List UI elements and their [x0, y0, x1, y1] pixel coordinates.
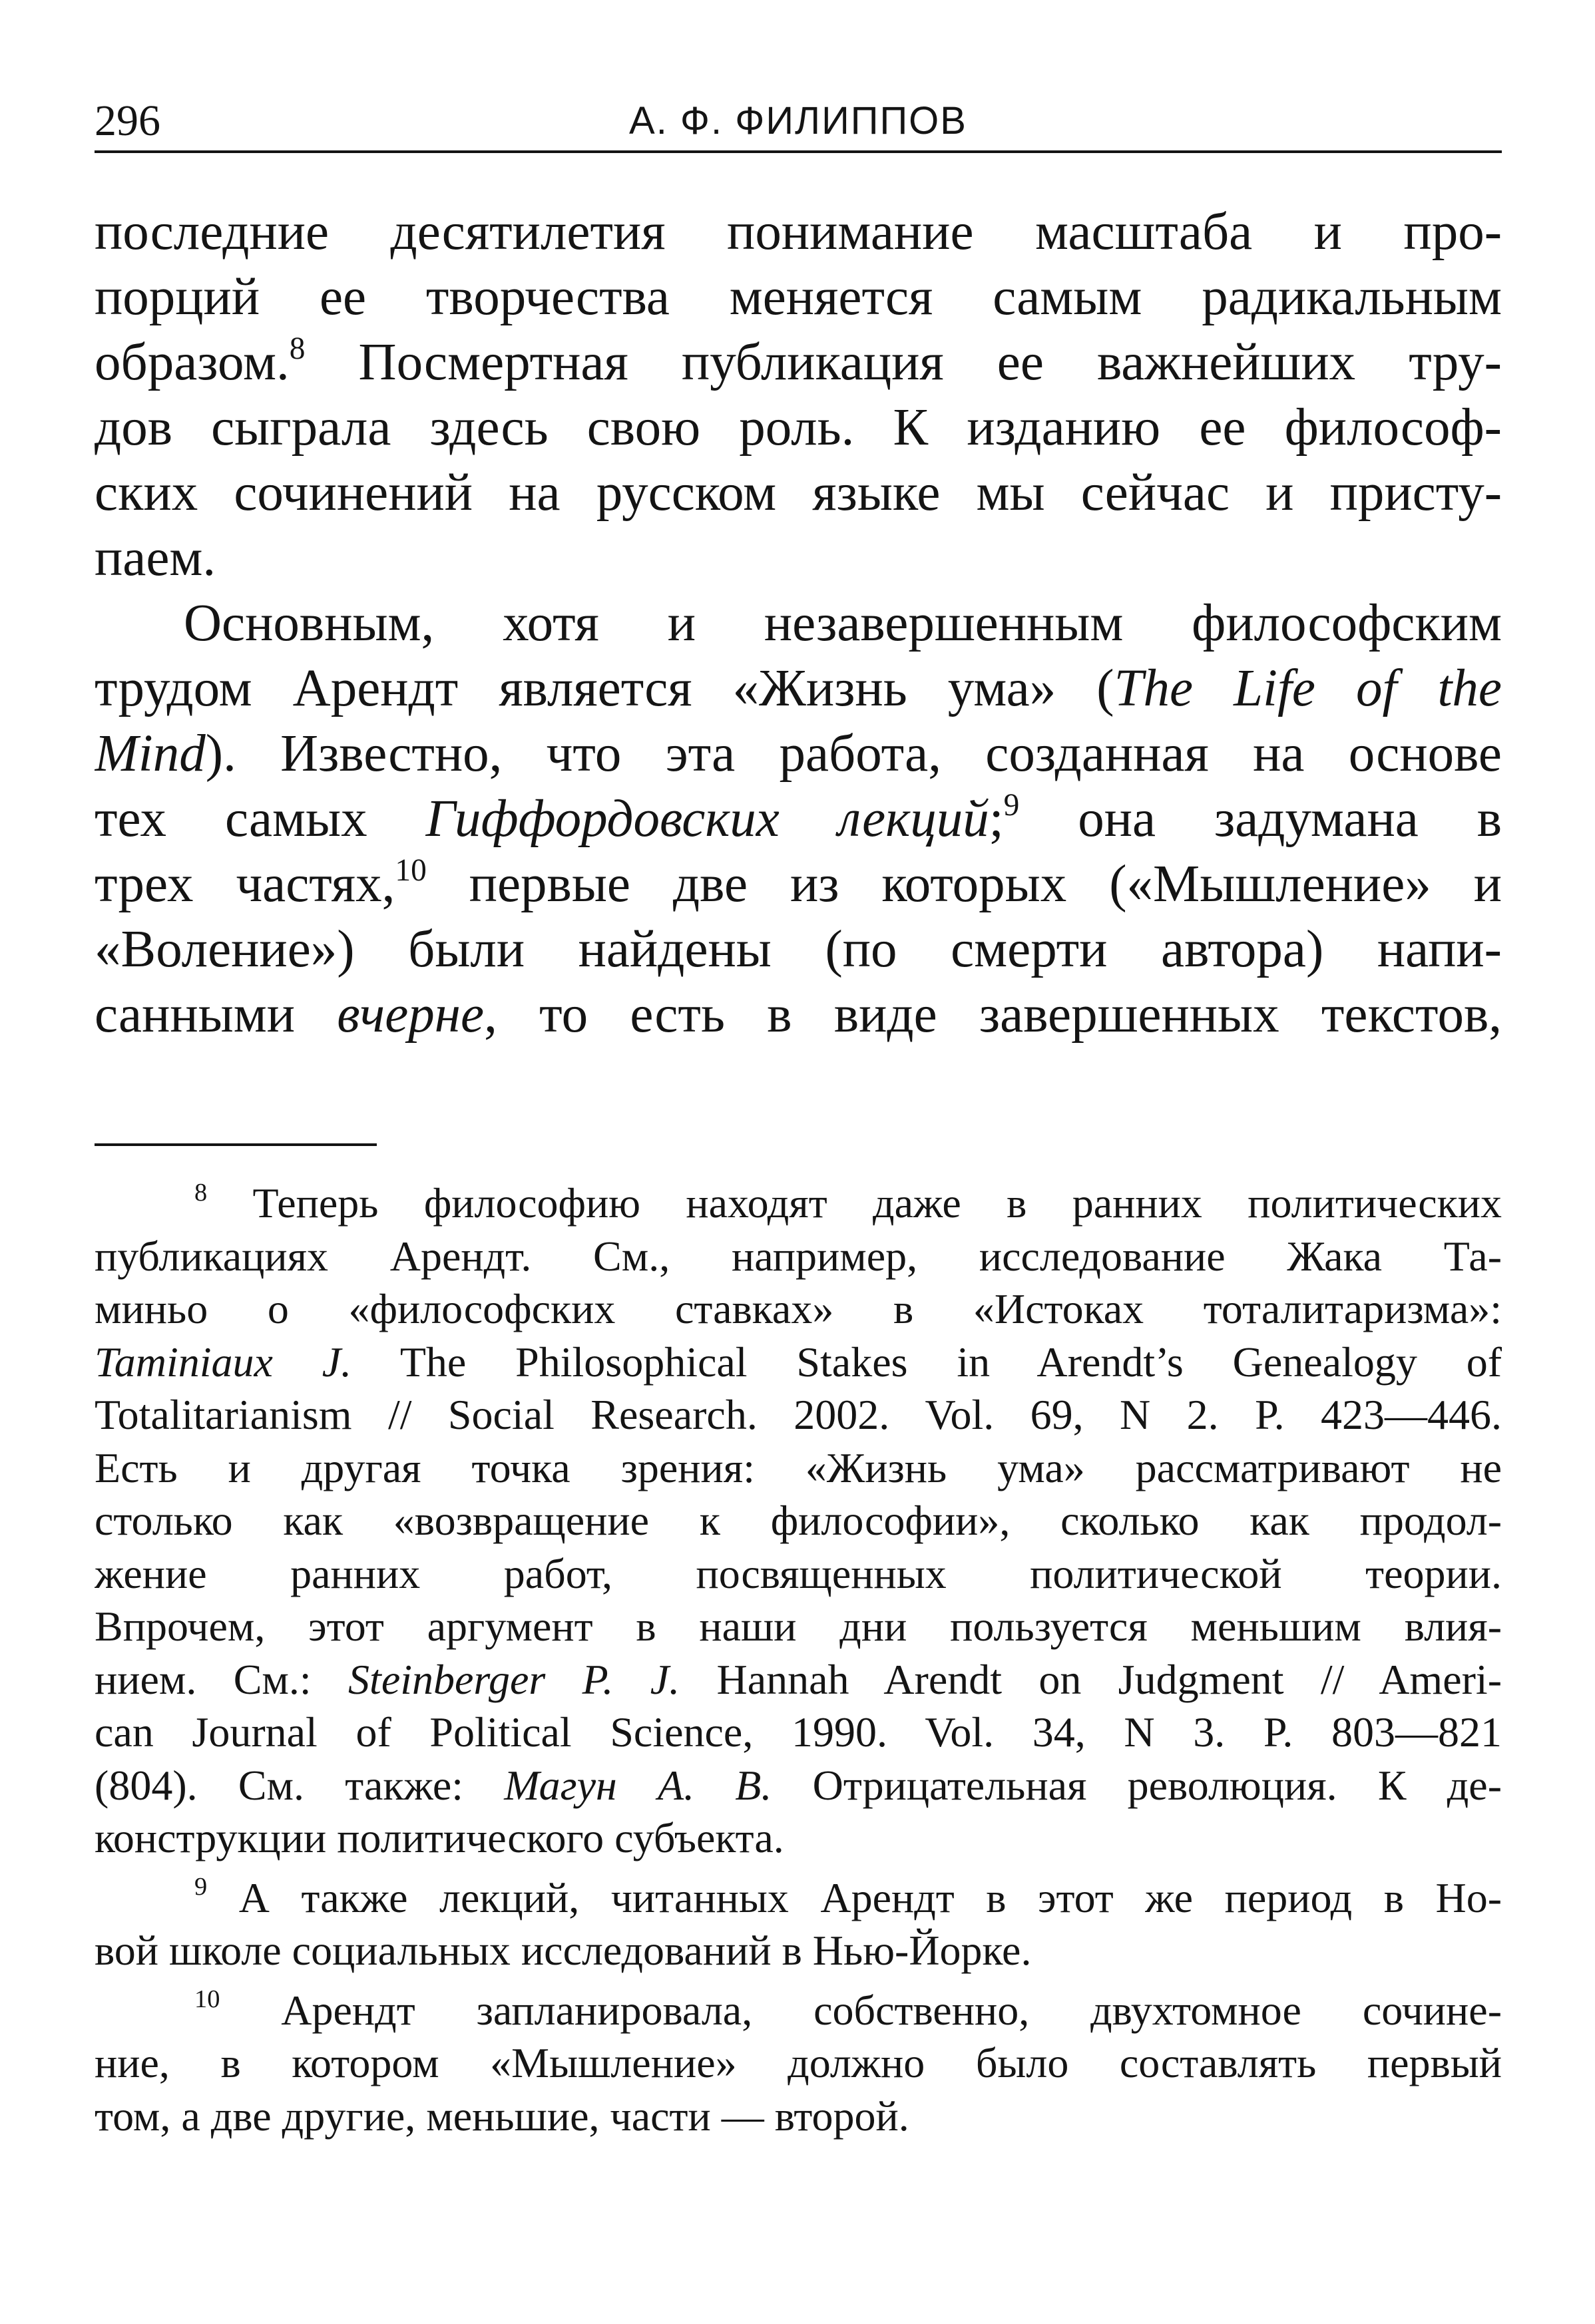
italic-text: Mind [95, 725, 206, 783]
main-text [95, 200, 1502, 1048]
page-number: 296 [95, 97, 160, 145]
text-line: порций ее творчества меняется самым радикальным [95, 268, 1502, 326]
footnote-line: жение ранних работ, посвященных политической теории. [95, 1549, 1502, 1597]
footnote-line: Totalitarianism // Social Research. 2002. Vol. 69, N 2. P. 423—446. [95, 1391, 1502, 1438]
footnote-line: $^{10}$ Арендт запланировала, собственно, двухтомное сочине- [194, 1985, 1502, 2034]
text-line: Основным, хотя и незавершенным философским [184, 594, 1502, 652]
footnote-marker: 9 [1003, 787, 1020, 823]
running-title: А. Ф. ФИЛИППОВ [629, 99, 967, 142]
footnote-line: Taminiaux J. The Philosophical Stakes in Arendt’s Genealogy of [95, 1338, 1502, 1386]
running-head [95, 80, 1502, 153]
footnote-line: публикациях Арендт. См., например, исследование Жака Та- [95, 1232, 1502, 1280]
footnote-line: нием. См.: Steinberger P. J. Hannah Arendt on Judgment // Ameri- [95, 1655, 1502, 1703]
footnote-line: (804). См. также: Магун А. В. Отрицательная революция. К де- [95, 1761, 1502, 1809]
footnote-marker: 8 [194, 1178, 208, 1207]
text-line: ских сочинений на русском языке мы сейчас и присту- [95, 464, 1502, 522]
footnote-marker: 8 [289, 331, 306, 366]
footnote-marker: 10 [194, 1985, 220, 2014]
italic-text: вчерне [337, 986, 485, 1044]
italic-text: The Life of the [1114, 660, 1502, 717]
text-line: дов сыграла здесь свою роль. К изданию ее философ- [95, 399, 1502, 457]
text-line: образом.$^8$ Посмертная публикация ее важнейших тру- [95, 331, 1502, 391]
footnote-marker: 9 [194, 1873, 208, 1901]
text-line: последние десятилетия понимание масштаба и про- [95, 203, 1502, 261]
footnote-line: Впрочем, этот аргумент в наши дни пользуется меньшим влия- [95, 1603, 1502, 1650]
footnotes [95, 1177, 1502, 2142]
text-line: санными вчерне, то есть в виде завершенных текстов, [95, 986, 1502, 1044]
footnote-line: столько как «возвращение к философии», сколько как продол- [95, 1497, 1502, 1544]
footnote-line: миньо о «философских ставках» в «Истоках тоталитаризма»: [95, 1285, 1502, 1332]
footnote-line: Есть и другая точка зрения: «Жизнь ума» рассматривают не [95, 1444, 1502, 1491]
italic-text: Магун А. В. [504, 1761, 772, 1809]
footnote-line: конструкции политического субъекта. [95, 1814, 784, 1861]
text-line: тех самых Гиффордовских лекций;$^9$ она задумана в [95, 787, 1502, 848]
text-line: трех частях,$^{10}$ первые две из которых («Мышление» и [95, 853, 1502, 913]
footnote-separator [95, 1143, 377, 1146]
footnote-line: ние, в котором «Мышление» должно было составлять первый [95, 2039, 1502, 2086]
footnote-line: $^8$ Теперь философию находят даже в ранних политических [194, 1178, 1502, 1227]
footnote-line: can Journal of Political Science, 1990. Vol. 34, N 3. P. 803—821 [95, 1708, 1502, 1756]
footnote-line: том, а две другие, меньшие, части — второй. [95, 2092, 909, 2140]
text-line: трудом Арендт является «Жизнь ума» (The Life of the [95, 660, 1502, 717]
text-line: «Воление») были найдены (по смерти автора) напи- [95, 920, 1502, 978]
italic-text: Гиффордовских лекций [425, 790, 989, 848]
footnote-line: $^9$ А также лекций, читанных Арендт в этот же период в Но- [194, 1873, 1502, 1921]
italic-text: Taminiaux J. [95, 1338, 352, 1386]
text-line: Mind). Известно, что эта работа, созданная на основе [95, 725, 1502, 783]
footnote-line: вой школе социальных исследований в Нью-Йорке. [95, 1927, 1032, 1974]
text-line: паем. [95, 529, 216, 587]
italic-text: Steinberger P. J. [348, 1655, 680, 1703]
footnote-marker: 10 [395, 853, 427, 888]
